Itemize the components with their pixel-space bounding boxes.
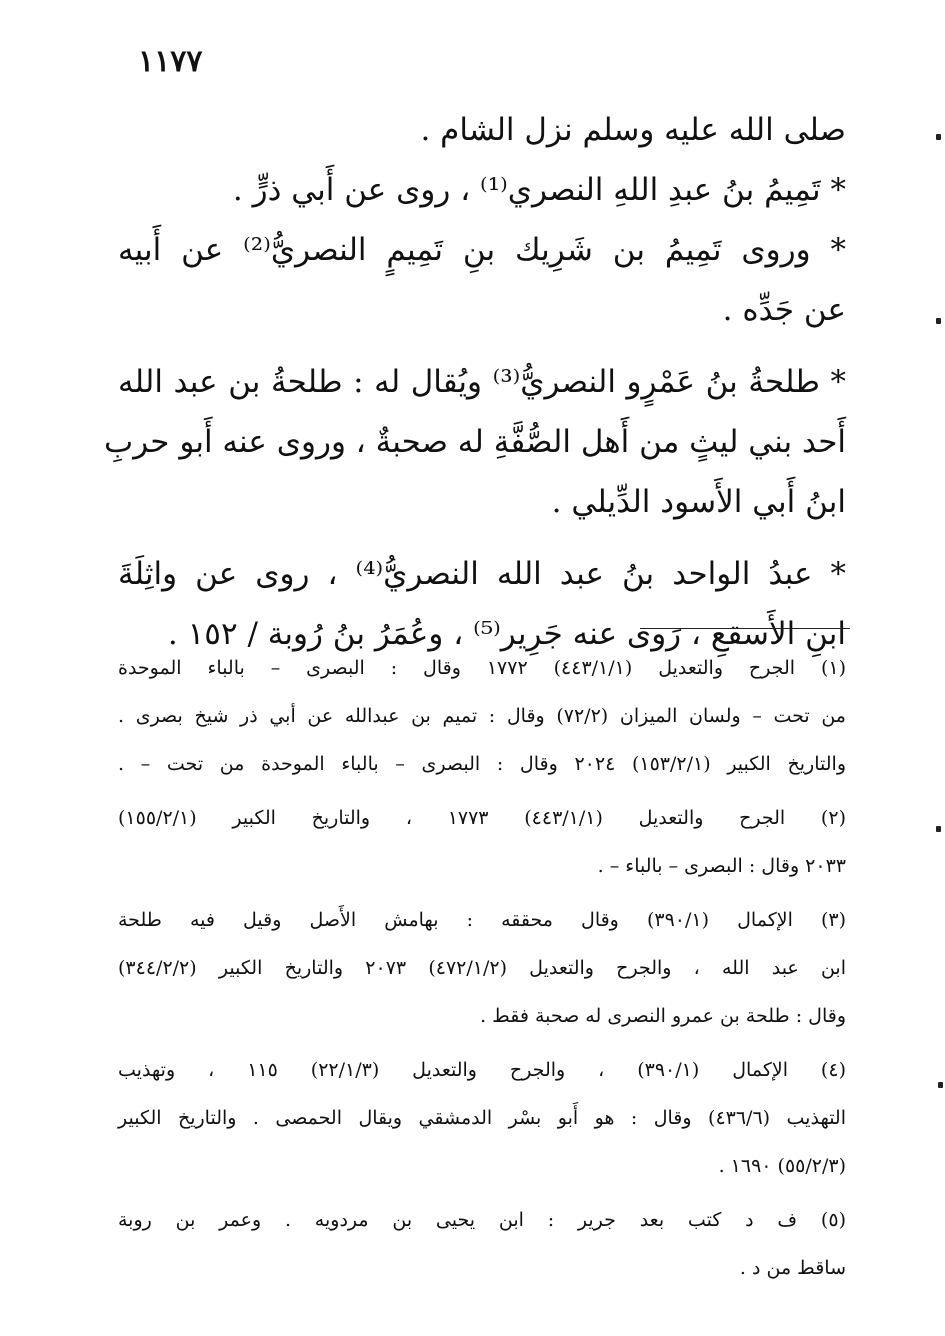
footnote-line: التهذيب (٤٣٦/٦) وقال : هو أَبو بسْر الدمشقي ويقال الحمصى . والتاريخ الكبير (118, 1107, 847, 1129)
footnote-line: من تحت – ولسان الميزان (٧٢/٢) وقال : تميم بن عبدالله عن أبي ذر شيخ بصرى . (118, 705, 846, 727)
footnotes (118, 644, 846, 1292)
footnote-line: وقال : طلحة بن عمرو النصرى له صحبة فقط . (480, 1005, 846, 1027)
footnote-line: والتاريخ الكبير (١٥٣/٢/١) ٢٠٢٤ وقال : البصرى – بالباء الموحدة من تحت – . (118, 753, 846, 775)
footnote-line: (٥) ف د كتب بعد جرير : ابن يحيى بن مردويه . وعمر بن روبة (118, 1209, 846, 1231)
scan-mark (936, 134, 941, 140)
page-number: ١١٧٧ (138, 44, 203, 79)
main-text (104, 100, 846, 664)
scan-mark (938, 1082, 943, 1088)
text-line: صلى الله عليه وسلم نزل الشام . (420, 112, 846, 148)
text-line: * طلحةُ بنُ عَمْرٍو النصريُّ⁽³⁾ ويُقال له : طلحةُ بن عبد الله (118, 364, 846, 400)
footnote-line: ساقط من د . (739, 1257, 846, 1279)
text-line: ابنُ أَبي الأَسود الدِّيلي . (551, 484, 846, 520)
footnote-divider (640, 628, 850, 629)
footnote-line: ابن عبد الله ، والجرح والتعديل (٤٧٢/١/٢) ٢٠٧٣ والتاريخ الكبير (٣٤٤/٢/٢) (118, 957, 846, 979)
footnote-line: ٢٠٣٣ وقال : البصرى – بالباء – . (597, 855, 846, 877)
footnote-line: (٢) الجرح والتعديل (٤٤٣/١/١) ١٧٧٣ ، والتاريخ الكبير (١٥٥/٢/١) (118, 807, 846, 829)
text-line: * وروى تَمِيمُ بن شَرِيك بنِ تَمِيمٍ النصريُّ⁽²⁾ عن أَبيه (118, 232, 846, 268)
text-line: ابنِ الأَسقعِ ، رَوى عنه جَرِير⁽⁵⁾ ، وعُمَرُ بنُ رُوبة / ١٥٢ . (167, 616, 846, 652)
footnote-line: (١) الجرح والتعديل (٤٤٣/١/١) ١٧٧٢ وقال : البصرى – بالباء الموحدة (118, 657, 846, 679)
footnote-line: (٣) الإكمال (٣٩٠/١) وقال محققه : بهامش الأَصل وقيل فيه طلحة (118, 909, 846, 931)
text-line: * عبدُ الواحد بنُ عبد الله النصريُّ⁽⁴⁾ ، روى عن واثِلَةَ (118, 556, 846, 592)
text-line: * تَمِيمُ بنُ عبدِ اللهِ النصري⁽¹⁾ ، روى عن أَبي ذرٍّ . (232, 172, 846, 208)
scan-mark (936, 318, 941, 324)
scan-mark (936, 826, 941, 832)
text-line: أَحد بني ليثٍ من أَهل الصُّفَّةِ له صحبةٌ ، وروى عنه أَبو حربِ (104, 424, 846, 460)
footnote-line: (٥٥/٢/٣) ١٦٩٠ . (718, 1155, 846, 1177)
footnote-line: (٤) الإكمال (٣٩٠/١) ، والجرح والتعديل (٢٢/١/٣) ١١٥ ، وتهذيب (118, 1059, 846, 1081)
text-line: عن جَدِّه . (722, 292, 846, 328)
